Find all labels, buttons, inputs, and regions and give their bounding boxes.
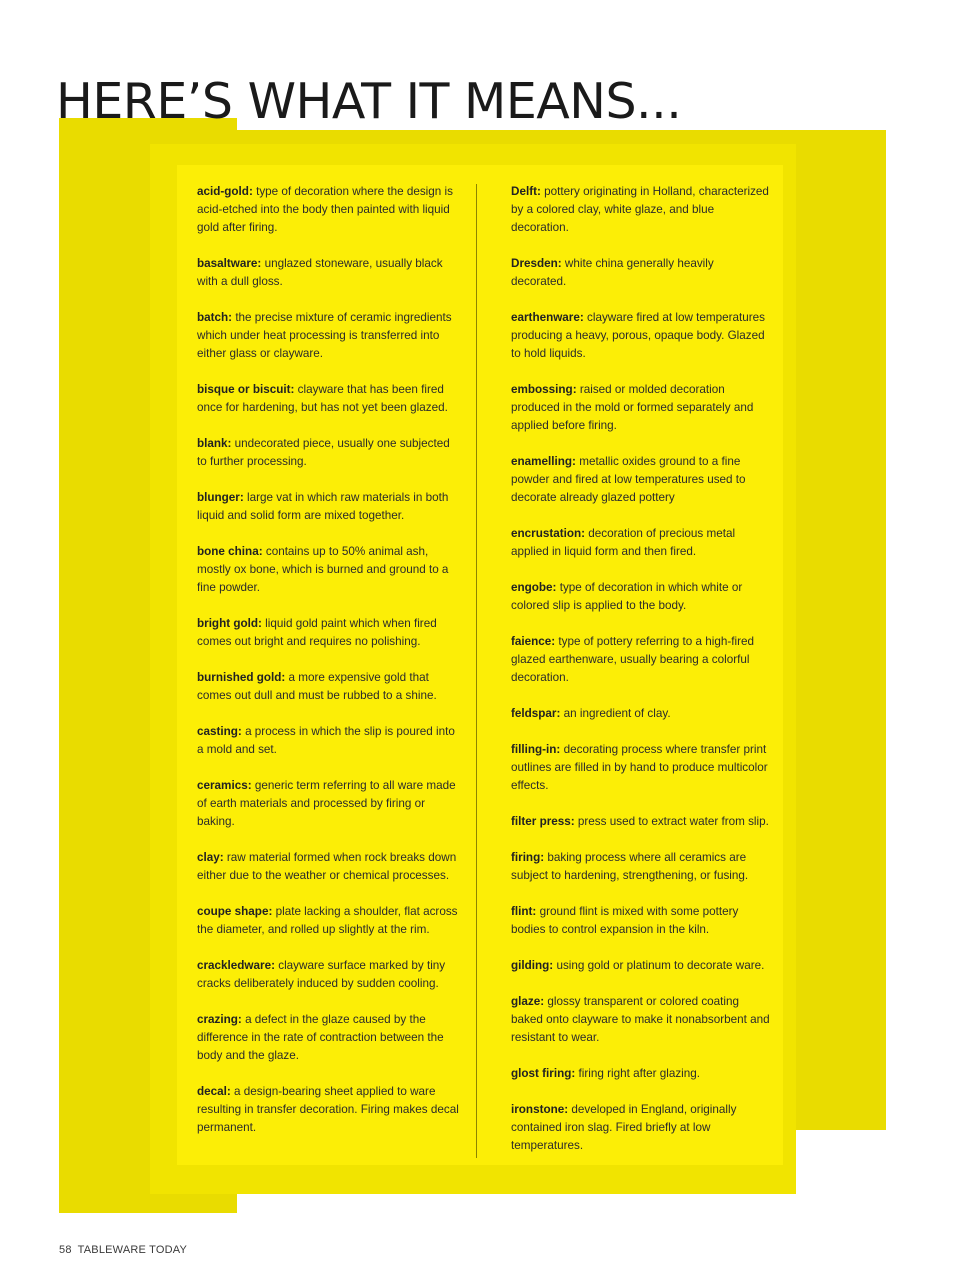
page-number: 58 xyxy=(59,1244,72,1256)
glossary-term: firing: xyxy=(511,851,545,864)
glossary-entry xyxy=(197,255,462,291)
glossary-definition: type of pottery referring to a high-fired glazed earthenware, usually bearing a colorful decoration. xyxy=(511,635,754,684)
glossary-definition: using gold or platinum to decorate ware. xyxy=(556,959,765,972)
page-footer xyxy=(59,1244,187,1256)
glossary-definition: clayware surface marked by tiny cracks deliberately induced by sudden cooling. xyxy=(197,959,446,990)
column-divider xyxy=(476,184,477,1158)
glossary-term: ceramics: xyxy=(197,779,252,792)
glossary-term: flint: xyxy=(511,905,537,918)
glossary-entry xyxy=(511,183,771,237)
glossary-entry xyxy=(197,183,462,237)
glossary-term: glost firing: xyxy=(511,1067,576,1080)
glossary-term: ironstone: xyxy=(511,1103,569,1116)
glossary-definition: baking process where all ceramics are subject to hardening, strengthening, or fusing. xyxy=(511,851,749,882)
glossary-definition: pottery originating in Holland, characterized by a colored clay, white glaze, and blue decoration. xyxy=(511,185,769,234)
glossary-term: earthenware: xyxy=(511,311,584,324)
glossary-entry xyxy=(197,957,462,993)
glossary-entry xyxy=(197,723,462,759)
glossary-term: burnished gold: xyxy=(197,671,286,684)
glossary-definition: raw material formed when rock breaks down either due to the weather or chemical processes. xyxy=(197,851,457,882)
glossary-definition: plate lacking a shoulder, flat across the diameter, and rolled up slightly at the rim. xyxy=(197,905,458,936)
glossary-term: faience: xyxy=(511,635,556,648)
glossary-entry xyxy=(511,525,771,561)
glossary-entry xyxy=(197,1011,462,1065)
glossary-entry xyxy=(197,1083,462,1137)
glossary-entry xyxy=(511,453,771,507)
glossary-term: bright gold: xyxy=(197,617,262,630)
glossary-definition: an ingredient of clay. xyxy=(563,707,671,720)
glossary-entry xyxy=(197,669,462,705)
glossary-term: Delft: xyxy=(511,185,541,198)
glossary-entry xyxy=(511,957,771,975)
glossary-entry xyxy=(511,993,771,1047)
glossary-term: casting: xyxy=(197,725,242,738)
glossary-entry xyxy=(197,849,462,885)
glossary-definition: liquid gold paint which when fired comes out bright and requires no polishing. xyxy=(197,617,437,648)
glossary-entry xyxy=(511,705,771,723)
glossary-definition: type of decoration where the design is acid-etched into the body then painted with liquid gold after firing. xyxy=(197,185,453,234)
glossary-definition: undecorated piece, usually one subjected to further processing. xyxy=(197,437,450,468)
glossary-term: bisque or biscuit: xyxy=(197,383,295,396)
glossary-definition: decorating process where transfer print outlines are filled in by hand to produce multicolor effects. xyxy=(511,743,768,792)
glossary-term: gilding: xyxy=(511,959,554,972)
glossary-term: bone china: xyxy=(197,545,263,558)
glossary-definition: unglazed stoneware, usually black with a dull gloss. xyxy=(197,257,443,288)
glossary-term: Dresden: xyxy=(511,257,562,270)
glossary-entry xyxy=(197,381,462,417)
glossary-term: enamelling: xyxy=(511,455,576,468)
glossary-definition: generic term referring to all ware made of earth materials and processed by firing or baking. xyxy=(197,779,456,828)
glossary-definition: metallic oxides ground to a fine powder and fired at low temperatures used to decorate already glazed pottery xyxy=(511,455,746,504)
glossary-term: clay: xyxy=(197,851,224,864)
glossary-term: decal: xyxy=(197,1085,231,1098)
publication-name: TABLEWARE TODAY xyxy=(77,1244,187,1256)
glossary-entry xyxy=(511,903,771,939)
glossary-entry xyxy=(511,849,771,885)
glossary-definition: a process in which the slip is poured into a mold and set. xyxy=(197,725,455,756)
glossary-entry xyxy=(511,813,771,831)
glossary-definition: a more expensive gold that comes out dull and must be rubbed to a shine. xyxy=(197,671,437,702)
glossary-entry xyxy=(511,1101,771,1155)
glossary-term: filter press: xyxy=(511,815,575,828)
glossary-entry xyxy=(511,633,771,687)
glossary-definition: raised or molded decoration produced in the mold or formed separately and applied before firing. xyxy=(511,383,754,432)
glossary-definition: contains up to 50% animal ash, mostly ox bone, which is burned and ground to a fine powder. xyxy=(197,545,449,594)
glossary-term: feldspar: xyxy=(511,707,561,720)
glossary-entry xyxy=(197,309,462,363)
glossary-definition: white china generally heavily decorated. xyxy=(511,257,714,288)
glossary-column-right xyxy=(511,183,771,1173)
page-title: HERE’S WHAT IT MEANS... xyxy=(56,73,682,130)
glossary-entry xyxy=(511,579,771,615)
glossary-definition: developed in England, originally contained iron slag. Fired briefly at low temperatures. xyxy=(511,1103,737,1152)
glossary-definition: a design-bearing sheet applied to ware resulting in transfer decoration. Firing makes decal permanent. xyxy=(197,1085,459,1134)
glossary-definition: decoration of precious metal applied in liquid form and then fired. xyxy=(511,527,736,558)
glossary-term: batch: xyxy=(197,311,233,324)
glossary-term: blank: xyxy=(197,437,232,450)
glossary-definition: press used to extract water from slip. xyxy=(577,815,769,828)
glossary-term: crackledware: xyxy=(197,959,275,972)
glossary-column-left xyxy=(197,183,462,1155)
glossary-definition: type of decoration in which white or colored slip is applied to the body. xyxy=(511,581,743,612)
glossary-term: acid-gold: xyxy=(197,185,253,198)
glossary-definition: ground flint is mixed with some pottery bodies to control expansion in the kiln. xyxy=(511,905,739,936)
glossary-entry xyxy=(197,435,462,471)
glossary-term: basaltware: xyxy=(197,257,262,270)
glossary-entry xyxy=(511,255,771,291)
glossary-definition: glossy transparent or colored coating baked onto clayware to make it nonabsorbent and resistant to wear. xyxy=(511,995,770,1044)
glossary-term: glaze: xyxy=(511,995,545,1008)
glossary-term: engobe: xyxy=(511,581,557,594)
glossary-entry xyxy=(511,309,771,363)
glossary-entry xyxy=(197,615,462,651)
glossary-entry xyxy=(511,1065,771,1083)
glossary-term: embossing: xyxy=(511,383,577,396)
glossary-definition: a defect in the glaze caused by the difference in the rate of contraction between the body and the glaze. xyxy=(197,1013,444,1062)
glossary-entry xyxy=(197,903,462,939)
glossary-definition: the precise mixture of ceramic ingredients which under heat processing is transferred into either glass or clayware. xyxy=(197,311,452,360)
glossary-term: filling-in: xyxy=(511,743,561,756)
glossary-entry xyxy=(197,489,462,525)
glossary-definition: firing right after glazing. xyxy=(578,1067,701,1080)
glossary-entry xyxy=(197,777,462,831)
glossary-entry xyxy=(197,543,462,597)
glossary-term: encrustation: xyxy=(511,527,586,540)
glossary-term: blunger: xyxy=(197,491,244,504)
glossary-entry xyxy=(511,381,771,435)
glossary-term: crazing: xyxy=(197,1013,242,1026)
glossary-definition: large vat in which raw materials in both liquid and solid form are mixed together. xyxy=(197,491,449,522)
glossary-term: coupe shape: xyxy=(197,905,273,918)
glossary-definition: clayware fired at low temperatures producing a heavy, porous, opaque body. Glazed to hold liquids. xyxy=(511,311,765,360)
glossary-definition: clayware that has been fired once for hardening, but has not yet been glazed. xyxy=(197,383,448,414)
glossary-entry xyxy=(511,741,771,795)
